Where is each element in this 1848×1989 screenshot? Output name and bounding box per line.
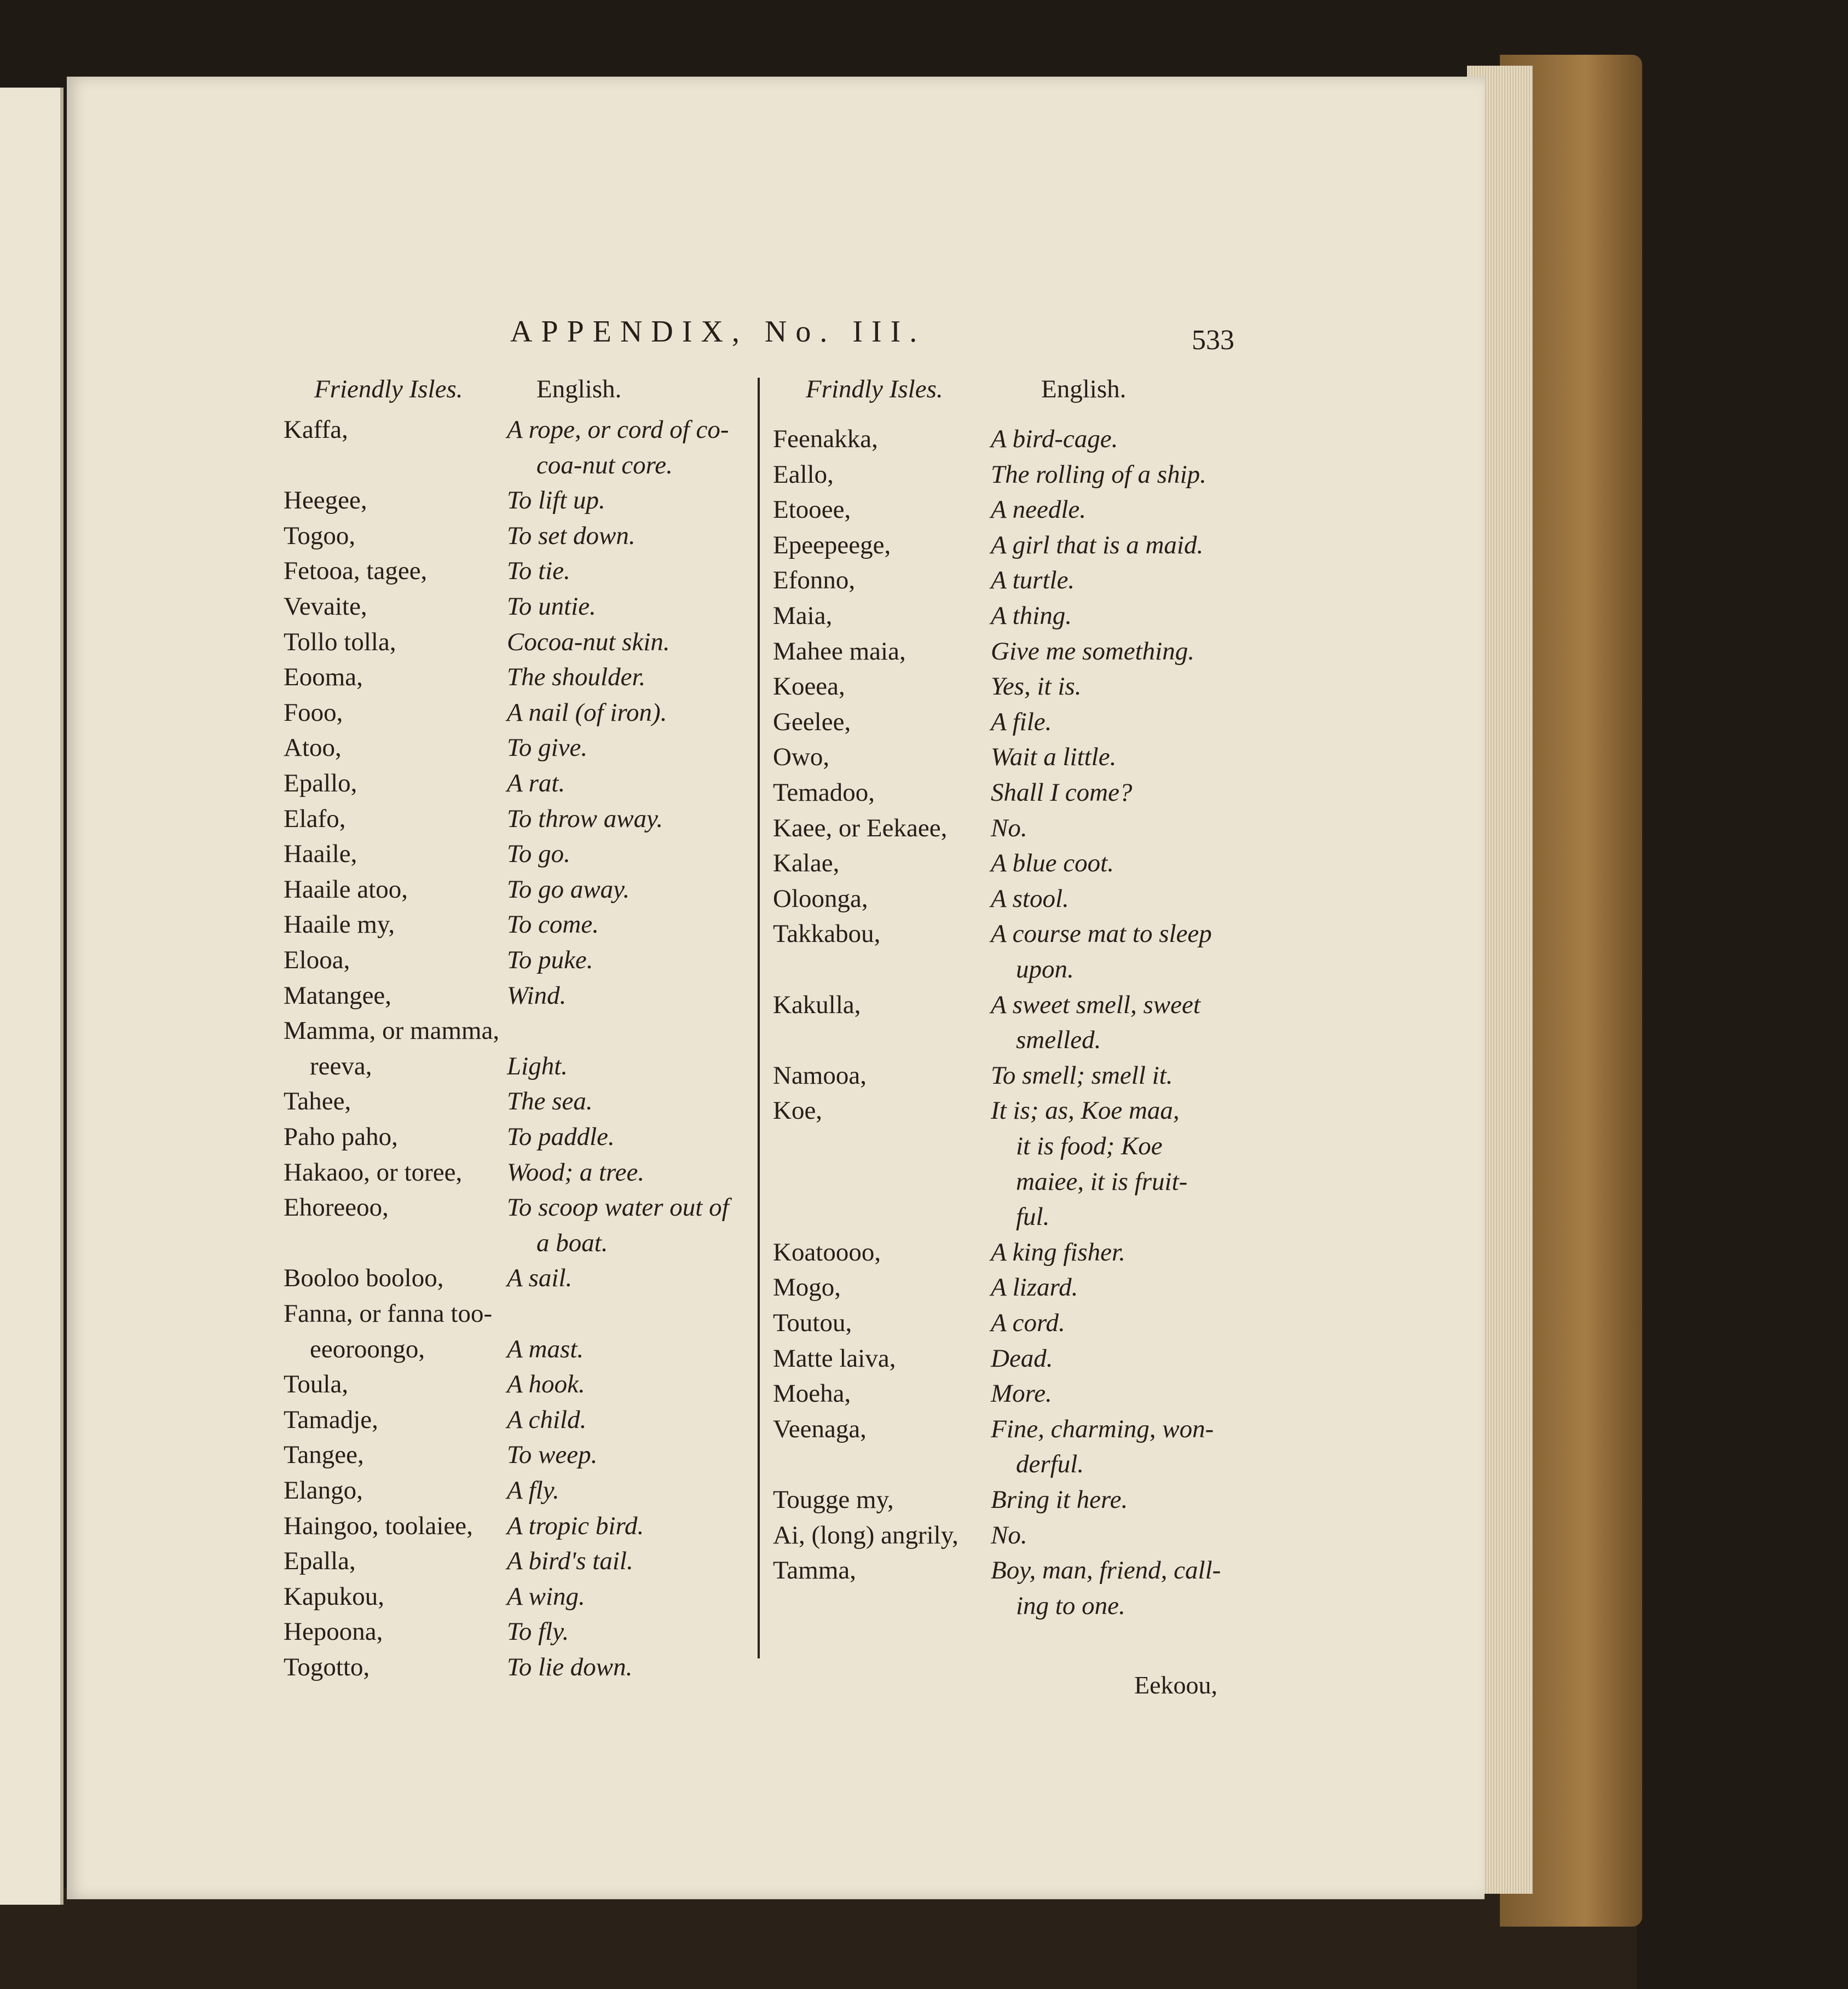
left-native-term: Paho paho, [284, 1123, 398, 1151]
left-english-gloss: To go away. [507, 875, 630, 904]
right-native-term: Efonno, [773, 566, 856, 595]
right-english-gloss: To smell; smell it. [991, 1061, 1173, 1090]
right-native-term: Eallo, [773, 460, 834, 489]
right-native-term: Owo, [773, 743, 830, 772]
left-english-gloss: To paddle. [507, 1123, 615, 1151]
right-native-term: Veenaga, [773, 1414, 867, 1443]
left-english-gloss: To come. [507, 910, 599, 939]
right-english-gloss: A king fisher. [991, 1238, 1125, 1267]
right-english-gloss-cont: smelled. [1016, 1026, 1101, 1055]
right-native-term: Koe, [773, 1096, 823, 1125]
left-native-term: Ehoreeoo, [284, 1193, 389, 1222]
right-native-term: Kalae, [773, 849, 840, 878]
left-english-gloss: A child. [507, 1405, 587, 1434]
left-native-term: Eooma, [284, 663, 363, 692]
left-english-gloss: A fly. [507, 1476, 559, 1505]
left-english-gloss: To scoop water out of [507, 1193, 729, 1222]
right-english-gloss: Bring it here. [991, 1485, 1128, 1514]
right-english-gloss: Boy, man, friend, call- [991, 1556, 1221, 1585]
left-native-term: Elango, [284, 1476, 363, 1505]
right-english-gloss: A lizard. [991, 1273, 1078, 1302]
left-english-gloss: A hook. [507, 1370, 585, 1399]
right-english-gloss-cont: ful. [1016, 1202, 1050, 1231]
left-english-gloss: The sea. [507, 1087, 593, 1116]
right-english-gloss-cont: maiee, it is fruit- [1016, 1167, 1188, 1196]
left-native-term: Elafo, [284, 804, 346, 833]
left-english-gloss-cont: a boat. [536, 1228, 608, 1257]
right-native-term: Kakulla, [773, 990, 861, 1019]
right-english-gloss: No. [991, 813, 1027, 842]
right-native-term: Geelee, [773, 707, 851, 736]
right-english-gloss: A file. [991, 707, 1052, 736]
left-native-term: Booloo booloo, [284, 1264, 444, 1293]
right-english-gloss: Fine, charming, won- [991, 1414, 1214, 1443]
left-native-term: Epalla, [284, 1547, 356, 1576]
left-native-term: Tamadje, [284, 1405, 378, 1434]
right-native-term: Koeea, [773, 672, 845, 701]
left-english-gloss: A rat. [507, 769, 565, 797]
left-english-gloss: A tropic bird. [507, 1511, 644, 1540]
left-native-term: Mamma, or mamma, [284, 1016, 500, 1045]
left-native-term: Matangee, [284, 981, 392, 1010]
right-english-gloss: A bird-cage. [991, 425, 1118, 453]
right-native-term: Koatoooo, [773, 1238, 881, 1267]
right-english-gloss: A turtle. [991, 566, 1075, 595]
left-native-term: Tahee, [284, 1087, 351, 1116]
right-english-gloss: A cord. [991, 1309, 1065, 1337]
left-english-gloss: To weep. [507, 1441, 598, 1470]
left-english-gloss: To untie. [507, 592, 596, 621]
left-english-gloss: A wing. [507, 1582, 585, 1611]
left-english-gloss: A bird's tail. [507, 1547, 633, 1576]
left-native-term: Epallo, [284, 769, 357, 797]
left-english-gloss: To tie. [507, 557, 570, 586]
right-native-term: Oloonga, [773, 884, 868, 913]
left-english-gloss: To throw away. [507, 804, 663, 833]
right-english-gloss-cont: it is food; Koe [1016, 1132, 1163, 1160]
right-english-gloss-cont: ing to one. [1016, 1591, 1125, 1620]
right-english-gloss: Give me something. [991, 637, 1194, 666]
right-english-gloss: Yes, it is. [991, 672, 1082, 701]
left-native-term: Hakaoo, or toree, [284, 1158, 463, 1187]
left-native-term: Kaffa, [284, 415, 348, 444]
page [67, 77, 1485, 1899]
left-native-term: Hepoona, [284, 1617, 383, 1646]
left-native-term: Haaile my, [284, 910, 395, 939]
right-native-term: Ai, (long) angrily, [773, 1520, 958, 1549]
left-english-gloss: Light. [507, 1051, 568, 1080]
left-english-gloss: The shoulder. [507, 663, 646, 692]
left-english-gloss: Wood; a tree. [507, 1158, 645, 1187]
right-native-term: Namooa, [773, 1061, 867, 1090]
right-native-header: Frindly Isles. [806, 375, 943, 403]
right-english-gloss: No. [991, 1520, 1027, 1549]
right-native-term: Temadoo, [773, 778, 875, 807]
right-native-term: Tamma, [773, 1556, 857, 1585]
left-native-term: Tangee, [284, 1441, 364, 1470]
left-english-gloss: A sail. [507, 1264, 573, 1293]
right-english-gloss: A girl that is a maid. [991, 530, 1204, 559]
left-native-term: Fooo, [284, 698, 343, 727]
right-native-term: Maia, [773, 602, 833, 630]
left-english-gloss: To go. [507, 840, 570, 869]
right-native-term: Tougge my, [773, 1485, 894, 1514]
right-native-term: Toutou, [773, 1309, 852, 1337]
left-native-term: Elooa, [284, 946, 350, 974]
page-number: 533 [1192, 325, 1234, 356]
right-native-term: Mogo, [773, 1273, 841, 1302]
left-native-term: Haingoo, toolaiee, [284, 1511, 473, 1540]
left-native-term: Atoo, [284, 733, 342, 762]
left-native-term-cont: eeoroongo, [310, 1334, 425, 1363]
left-english-gloss: To set down. [507, 521, 636, 550]
right-english-gloss: A thing. [991, 602, 1072, 630]
right-english-gloss: A sweet smell, sweet [991, 990, 1200, 1019]
left-english-gloss: To lie down. [507, 1653, 633, 1681]
right-native-term: Etooee, [773, 495, 851, 524]
previous-page-edge [0, 88, 63, 1905]
right-english-gloss-cont: derful. [1016, 1450, 1084, 1479]
page-title: APPENDIX, No. III. [510, 315, 926, 349]
right-english-header: English. [1041, 375, 1127, 403]
left-native-term: Fanna, or fanna too- [284, 1299, 493, 1328]
left-native-term: Kapukou, [284, 1582, 385, 1611]
left-native-term-cont: reeva, [310, 1051, 372, 1080]
right-native-term: Moeha, [773, 1379, 851, 1408]
left-english-gloss: A mast. [507, 1334, 584, 1363]
left-english-gloss: To lift up. [507, 486, 605, 515]
right-english-gloss: Dead. [991, 1344, 1053, 1373]
left-english-gloss: To give. [507, 733, 588, 762]
right-english-gloss: It is; as, Koe maa, [991, 1096, 1180, 1125]
right-english-gloss: Wait a little. [991, 743, 1117, 772]
left-native-term: Togoo, [284, 521, 356, 550]
left-english-gloss: To puke. [507, 946, 593, 974]
catchword: Eekoou, [1134, 1671, 1218, 1699]
left-english-gloss: A nail (of iron). [507, 698, 667, 727]
right-english-gloss: A blue coot. [991, 849, 1114, 878]
left-native-term: Vevaite, [284, 592, 367, 621]
left-english-gloss: A rope, or cord of co- [507, 415, 729, 444]
left-native-term: Heegee, [284, 486, 367, 515]
left-native-term: Togotto, [284, 1653, 370, 1681]
right-english-gloss: The rolling of a ship. [991, 460, 1206, 489]
right-native-term: Matte laiva, [773, 1344, 896, 1373]
right-english-gloss: A course mat to sleep [991, 920, 1212, 949]
left-native-header: Friendly Isles. [314, 375, 463, 403]
left-native-term: Haaile atoo, [284, 875, 408, 904]
right-english-gloss-cont: upon. [1016, 955, 1074, 984]
column-divider [758, 378, 760, 1658]
left-english-header: English. [536, 375, 622, 403]
right-native-term: Epeepeege, [773, 530, 891, 559]
left-english-gloss: To fly. [507, 1617, 569, 1646]
book-cover-bottom [0, 1888, 1637, 1989]
left-native-term: Fetooa, tagee, [284, 557, 428, 586]
left-english-gloss-cont: coa-nut core. [536, 450, 673, 479]
left-native-term: Haaile, [284, 840, 357, 869]
right-english-gloss: Shall I come? [991, 778, 1133, 807]
left-native-term: Toula, [284, 1370, 349, 1399]
right-native-term: Mahee maia, [773, 637, 906, 666]
left-english-gloss: Cocoa-nut skin. [507, 627, 670, 656]
right-english-gloss: A needle. [991, 495, 1087, 524]
right-native-term: Takkabou, [773, 920, 881, 949]
right-native-term: Kaee, or Eekaee, [773, 813, 948, 842]
left-native-term: Tollo tolla, [284, 627, 396, 656]
right-english-gloss: More. [991, 1379, 1052, 1408]
right-english-gloss: A stool. [991, 884, 1069, 913]
right-native-term: Feenakka, [773, 425, 878, 453]
left-english-gloss: Wind. [507, 981, 567, 1010]
